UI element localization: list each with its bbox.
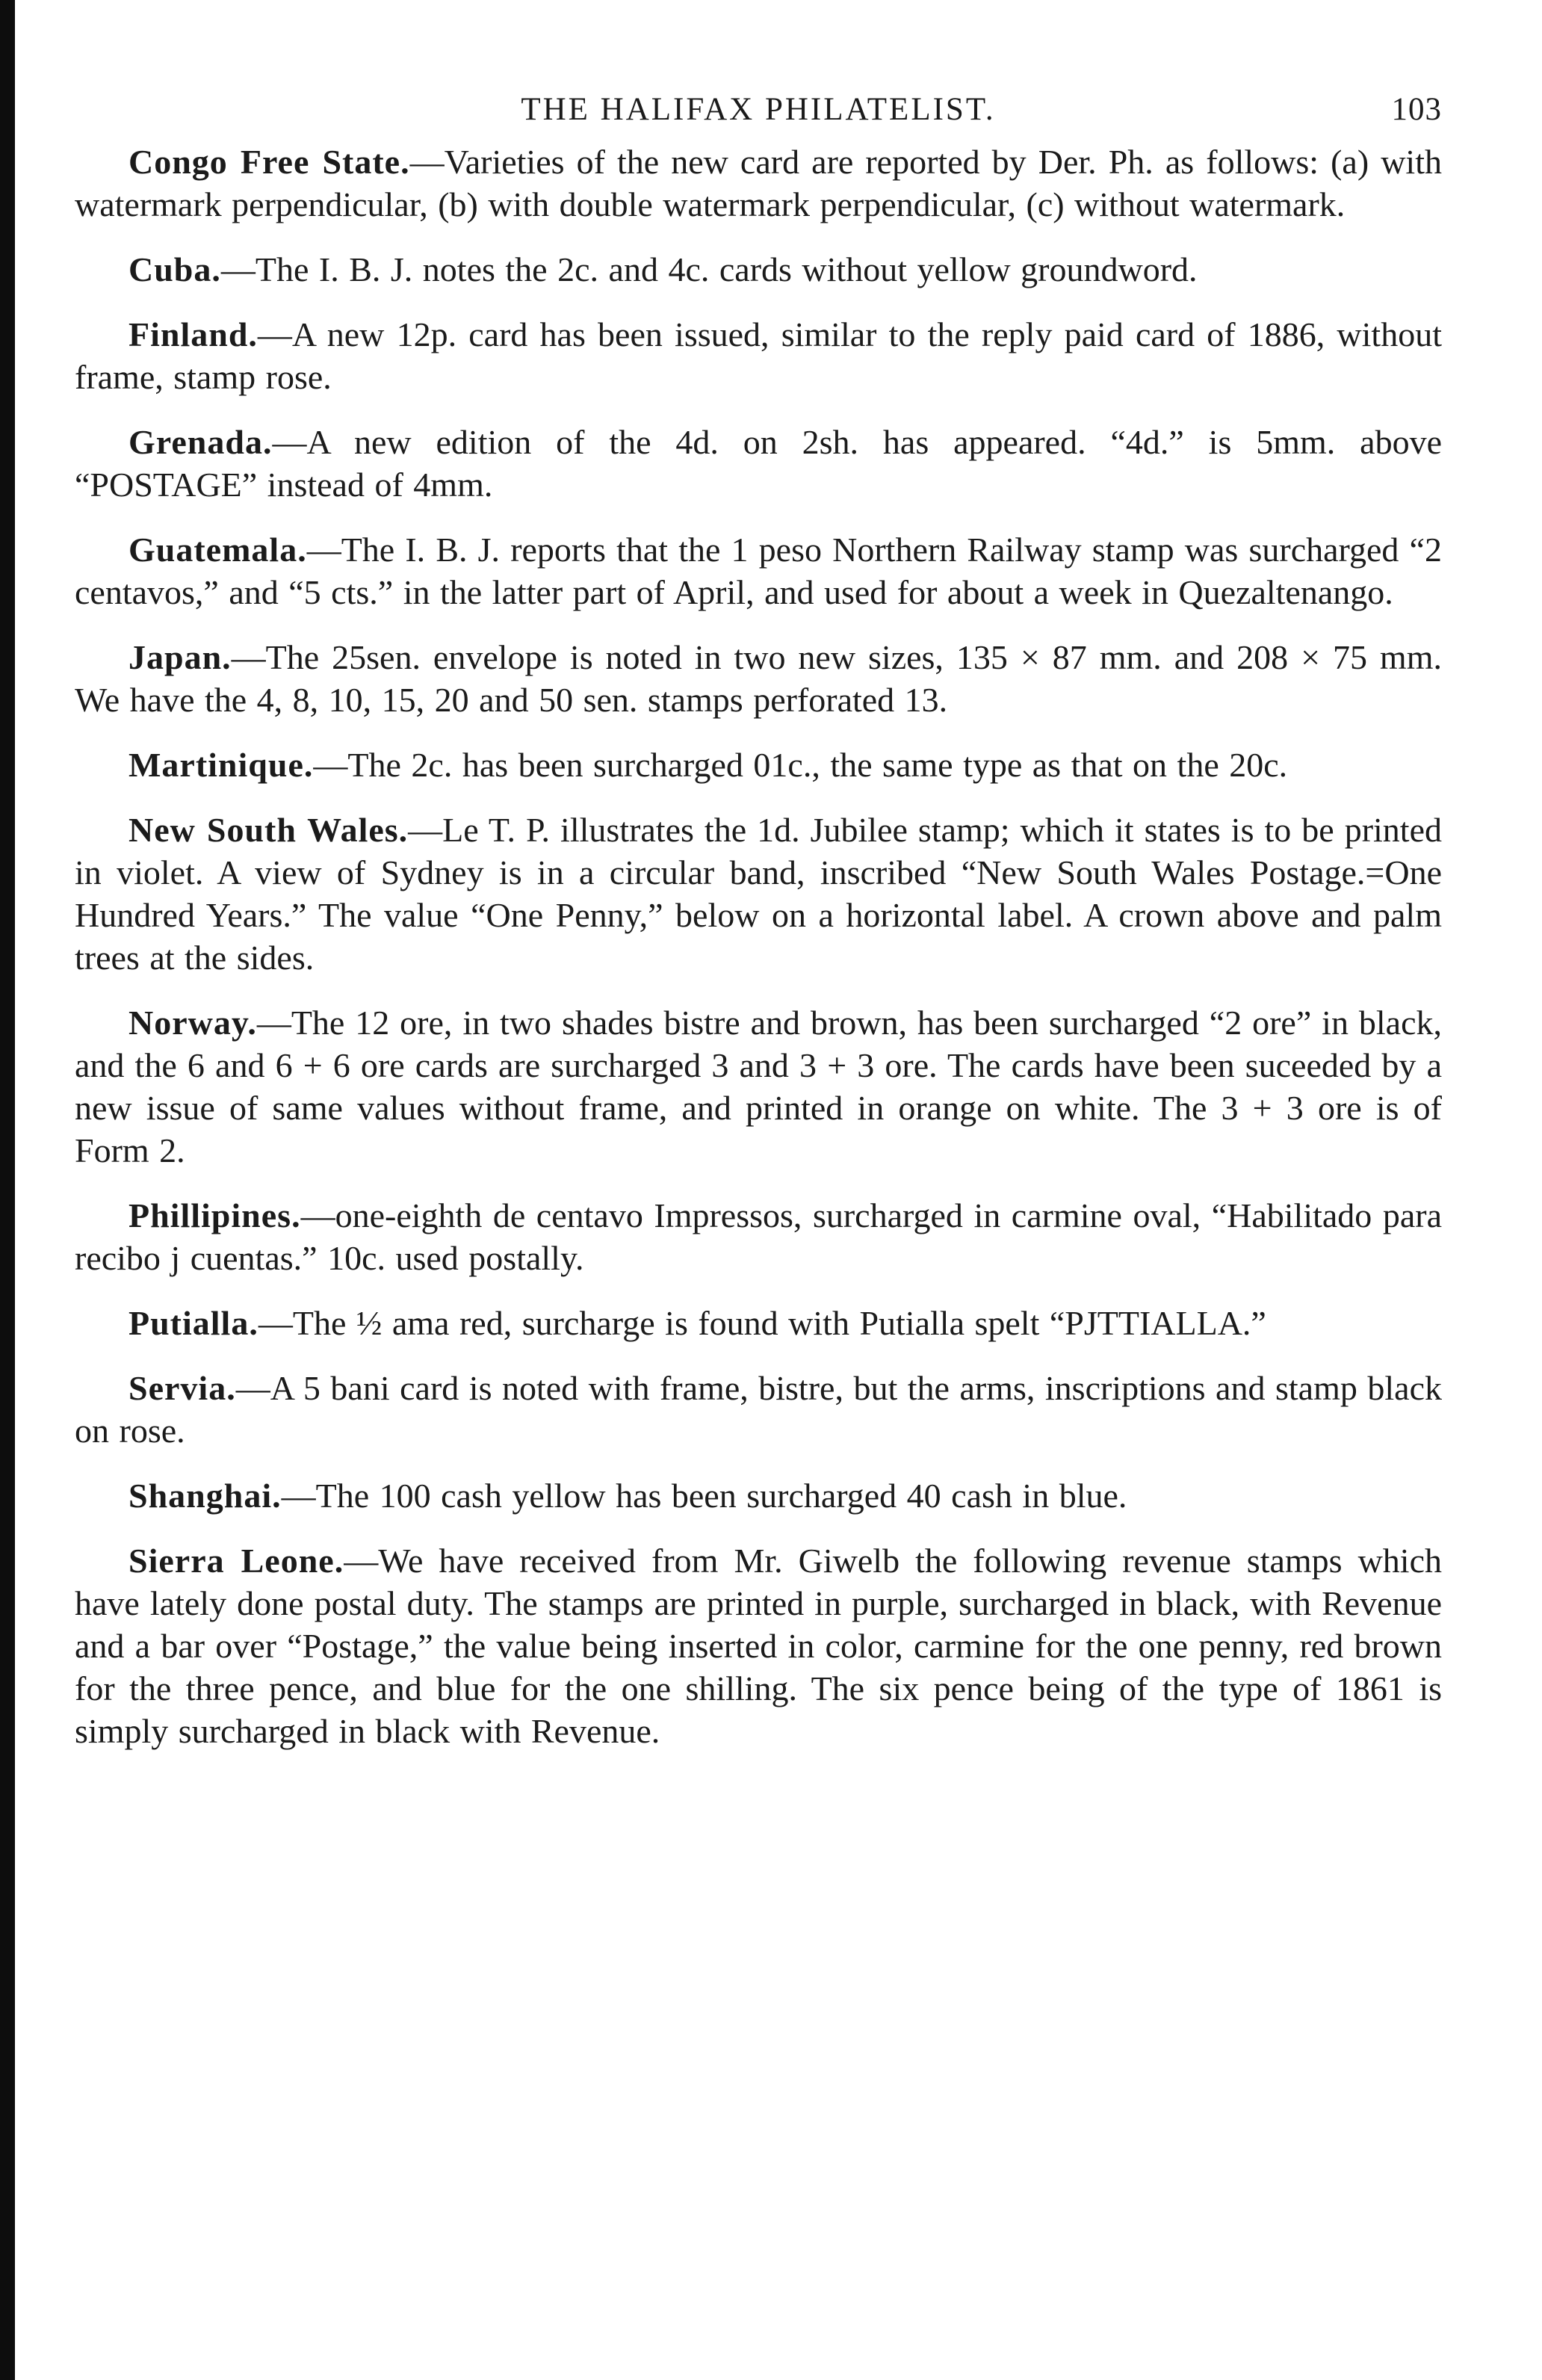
page-number: 103 bbox=[1391, 92, 1442, 127]
entry-guatemala bbox=[75, 528, 1442, 613]
entry-text: —A new edition of the 4d. on 2sh. has appeared. “4d.” is 5mm. above “POSTAGE” instead of 4mm. bbox=[75, 423, 1442, 504]
entry-heading: Finland. bbox=[128, 315, 258, 353]
entry-shanghai bbox=[75, 1474, 1442, 1517]
entry-text: —A new 12p. card has been issued, similar to the reply paid card of 1886, without frame, stamp rose. bbox=[75, 315, 1442, 396]
entry-text: —The 25sen. envelope is noted in two new sizes, 135 × 87 mm. and 208 × 75 mm. We have the 4, 8, 10, 15, 20 and 50 sen. stamps perforated 13. bbox=[75, 638, 1442, 719]
entry-grenada bbox=[75, 421, 1442, 506]
journal-title: THE HALIFAX PHILATELIST. bbox=[521, 92, 996, 127]
entry-heading: Norway. bbox=[128, 1004, 257, 1042]
entry-heading: Sierra Leone. bbox=[128, 1542, 344, 1580]
entry-text: —The 2c. has been surcharged 01c., the same type as that on the 20c. bbox=[313, 746, 1288, 784]
entry-text: —Le T. P. illustrates the 1d. Jubilee stamp; which it states is to be printed in violet. A view of Sydney is in a circular band, inscribed “New South Wales Postage.=One Hundred Years.” The value “One Penny,” below on a horizontal label. A crown above and palm trees at the sides. bbox=[75, 811, 1442, 977]
page bbox=[75, 88, 1442, 1775]
entry-heading: Shanghai. bbox=[128, 1477, 282, 1515]
entry-text: —A 5 bani card is noted with frame, bistre, but the arms, inscriptions and stamp black on rose. bbox=[75, 1369, 1442, 1450]
entry-text: —The I. B. J. reports that the 1 peso Northern Railway stamp was surcharged “2 centavos,” and “5 cts.” in the latter part of April, and used for about a week in Quezaltenango. bbox=[75, 531, 1442, 611]
entry-japan bbox=[75, 636, 1442, 721]
entry-heading: Grenada. bbox=[128, 423, 273, 461]
entry-heading: Guatemala. bbox=[128, 531, 307, 569]
entry-putialla bbox=[75, 1302, 1442, 1344]
entry-martinique bbox=[75, 744, 1442, 786]
entry-text: —The ½ ama red, surcharge is found with Putialla spelt “PJTTIALLA.” bbox=[258, 1304, 1266, 1342]
entry-heading: Congo Free State. bbox=[128, 143, 410, 181]
entry-heading: Phillipines. bbox=[128, 1196, 301, 1234]
entry-text: —The 100 cash yellow has been surcharged 40 cash in blue. bbox=[281, 1477, 1127, 1515]
entry-finland bbox=[75, 313, 1442, 398]
entry-phillipines bbox=[75, 1194, 1442, 1279]
entry-servia bbox=[75, 1367, 1442, 1452]
entry-heading: Cuba. bbox=[128, 250, 221, 288]
entry-heading: Servia. bbox=[128, 1369, 236, 1407]
entry-heading: Putialla. bbox=[128, 1304, 258, 1342]
entry-new-south-wales bbox=[75, 809, 1442, 979]
entry-text: —The 12 ore, in two shades bistre and brown, has been surcharged “2 ore” in black, and the 6 and 6 + 6 ore cards are surcharged 3 and 3 + 3 ore. The cards have been suceeded by a new issue of same values without frame, and printed in orange on white. The 3 + 3 ore is of Form 2. bbox=[75, 1004, 1442, 1169]
entry-sierra-leone bbox=[75, 1539, 1442, 1752]
entry-text: —one-eighth de centavo Impressos, surcharged in carmine oval, “Habilitado para recibo j cuentas.” 10c. used postally. bbox=[75, 1196, 1442, 1277]
entry-cuba bbox=[75, 248, 1442, 291]
entry-text: —The I. B. J. notes the 2c. and 4c. cards without yellow groundword. bbox=[220, 250, 1198, 288]
entry-congo-free-state bbox=[75, 140, 1442, 226]
entry-norway bbox=[75, 1001, 1442, 1172]
entry-heading: Japan. bbox=[128, 638, 232, 676]
entry-text: —Varieties of the new card are reported by Der. Ph. as follows: (a) with watermark perpendicular, (b) with double watermark perpendicular, (c) without watermark. bbox=[75, 143, 1442, 223]
entry-text: —We have received from Mr. Giwelb the following revenue stamps which have lately done postal duty. The stamps are printed in purple, surcharged in black, with Revenue and a bar over “Postage,” the value being inserted in color, carmine for the one penny, red brown for the three pence, and blue for the one shilling. The six pence being of the type of 1861 is simply surcharged in black with Revenue. bbox=[75, 1542, 1442, 1750]
entries bbox=[75, 140, 1442, 1752]
page-edge-shadow bbox=[0, 0, 15, 2380]
running-head bbox=[75, 88, 1442, 140]
entry-heading: New South Wales. bbox=[128, 811, 409, 849]
entry-heading: Martinique. bbox=[128, 746, 314, 784]
